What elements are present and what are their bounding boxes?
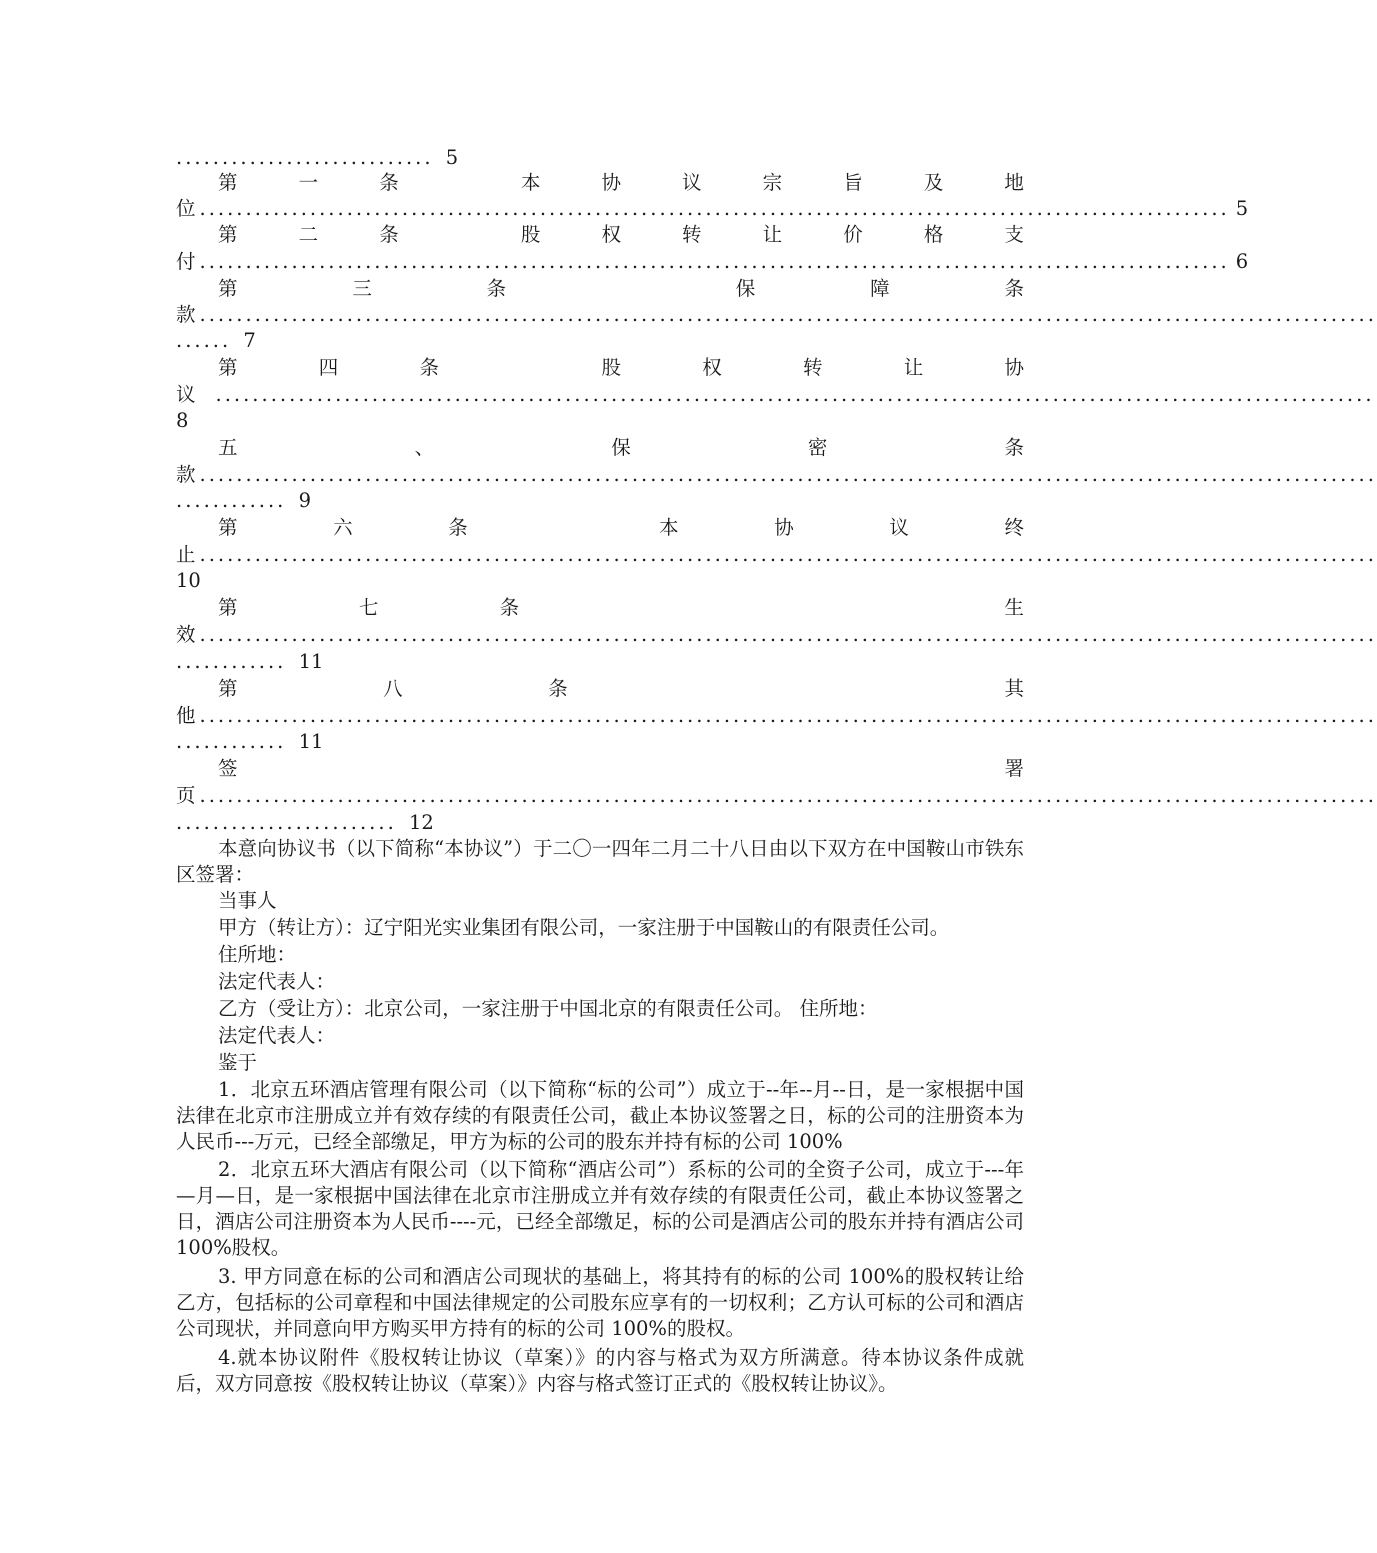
toc-leader-continuation xyxy=(176,729,1024,755)
toc-page-number: 6 xyxy=(1235,250,1249,273)
toc-leader-dots: ................................................................................................................................ xyxy=(199,623,1377,646)
toc-word: 协 xyxy=(601,171,621,194)
toc-entry-article-7 xyxy=(218,595,1024,621)
party-b: 乙方（受让方）：北京公司，一家注册于中国北京的有限责任公司。 住所地： xyxy=(218,997,878,1020)
toc-word: 第 xyxy=(218,516,238,539)
toc-word: 协 xyxy=(1004,356,1024,379)
toc-word: 格 xyxy=(923,223,944,246)
toc-word: 条 xyxy=(486,277,507,300)
toc-leader-dots: ............ xyxy=(176,730,287,753)
toc-leader-continuation xyxy=(176,649,1024,675)
toc-word: 转 xyxy=(802,356,823,379)
toc-word: 条 xyxy=(548,677,568,700)
toc-word: 条 xyxy=(499,596,520,619)
toc-word: 第 xyxy=(218,677,238,700)
toc-word: 条 xyxy=(379,223,399,246)
toc-word: 宗 xyxy=(762,171,783,194)
toc-word: 协 xyxy=(774,516,794,539)
toc-word: 条 xyxy=(1004,436,1024,459)
toc-word: 权 xyxy=(601,223,621,246)
toc-word: 障 xyxy=(870,277,890,300)
toc-entry-article-3 xyxy=(218,276,1024,302)
toc-word: 地 xyxy=(1004,171,1024,194)
whereas-heading: 鉴于 xyxy=(218,1051,258,1074)
toc-leader-dots: ............ xyxy=(176,650,287,673)
toc-leader-line xyxy=(176,462,1377,488)
toc-word: 三 xyxy=(352,277,372,300)
toc-entry-signature-page xyxy=(218,756,1024,782)
toc-word: 议 xyxy=(889,516,909,539)
toc-word: 股 xyxy=(601,356,621,379)
toc-page-number: 5 xyxy=(1235,197,1249,220)
toc-char: 效 xyxy=(176,623,196,646)
toc-word: 条 xyxy=(1004,277,1024,300)
toc-word: 第 xyxy=(218,277,238,300)
toc-word: 让 xyxy=(762,223,783,246)
whereas-item-1: 1．北京五环酒店管理有限公司（以下简称“标的公司”）成立于--年--月--日，是一家根据中国法律在北京市注册成立并有效存续的有限责任公司，截止本协议签署之日，标的公司的注册资本为人民币---万元，已经全部缴足，甲方为标的公司的股东并持有标的公司 100% xyxy=(176,1078,1024,1153)
whereas-item-3: 3. 甲方同意在标的公司和酒店公司现状的基础上，将其持有的标的公司 100%的股权转让给乙方，包括标的公司章程和中国法律规定的公司股东应享有的一切权利；乙方认可标的公司和酒店公司现状，并同意向甲方购买甲方持有的标的公司 100%的股权。 xyxy=(176,1265,1024,1340)
toc-char: 他 xyxy=(176,704,196,727)
toc-leader-dots: ................................................................................................................................ xyxy=(199,704,1377,727)
toc-word: 署 xyxy=(1004,757,1024,780)
toc-leader-dots: ................................................................................................................ xyxy=(199,250,1230,273)
toc-word: 条 xyxy=(419,356,440,379)
toc-leader-continuation xyxy=(176,810,1024,836)
toc-page-number-line xyxy=(176,408,1024,434)
toc-leader-line xyxy=(176,196,1249,222)
toc-char: 款 xyxy=(176,463,196,486)
toc-word: 股 xyxy=(520,223,541,246)
toc-leader-continuation xyxy=(176,488,1024,514)
toc-char: 议 xyxy=(176,383,196,406)
toc-char: 付 xyxy=(176,250,196,273)
toc-word: 第 xyxy=(218,171,238,194)
toc-entry-article-1 xyxy=(218,170,1024,196)
whereas-item-2: 2．北京五环大酒店有限公司（以下简称“酒店公司”）系标的公司的全资子公司，成立于---年—月—日，是一家根据中国法律在北京市注册成立并有效存续的有限责任公司，截止本协议签署之日，酒店公司注册资本为人民币----元，已经全部缴足，标的公司是酒店公司的股东并持有酒店公司 100%股权。 xyxy=(176,1158,1024,1259)
toc-word: 及 xyxy=(923,171,944,194)
toc-word: 本 xyxy=(520,171,541,194)
party-a-representative: 法定代表人： xyxy=(218,970,336,993)
toc-page-number: 7 xyxy=(243,329,256,352)
toc-word: 条 xyxy=(448,516,468,539)
toc-word: 议 xyxy=(682,171,702,194)
party-a: 甲方（转让方）：辽宁阳光实业集团有限公司，一家注册于中国鞍山的有限责任公司。 xyxy=(218,916,950,939)
toc-word: 、 xyxy=(414,436,435,459)
toc-leader-dots: ................................................................................................................................ xyxy=(199,543,1377,566)
toc-word: 让 xyxy=(903,356,924,379)
toc-word: 七 xyxy=(358,596,379,619)
toc-word: 第 xyxy=(218,596,238,619)
toc-leader-dots: ................................................................................................................................ xyxy=(199,784,1377,807)
toc-char: 止 xyxy=(176,543,196,566)
toc-page-number-line xyxy=(176,568,1024,594)
toc-word: 条 xyxy=(379,171,399,194)
toc-word: 生 xyxy=(1004,596,1024,619)
toc-word: 六 xyxy=(333,516,353,539)
toc-page-number: 11 xyxy=(298,730,324,753)
toc-leader-line xyxy=(176,703,1377,729)
toc-leader-line xyxy=(176,783,1377,809)
toc-word: 支 xyxy=(1004,223,1024,246)
toc-leader-line xyxy=(176,249,1249,275)
toc-page-number: 8 xyxy=(176,409,189,432)
toc-word: 四 xyxy=(318,356,339,379)
toc-word: 保 xyxy=(735,277,756,300)
toc-entry-section-5 xyxy=(218,435,1024,461)
toc-leader-dots: .............................................................................................................................. xyxy=(215,383,1375,406)
toc-leader-dots: ........................ xyxy=(176,811,397,834)
toc-entry-article-6 xyxy=(218,515,1024,541)
toc-word: 转 xyxy=(682,223,702,246)
toc-leader-dots: ................................................................................................................ xyxy=(199,197,1230,220)
intro-paragraph: 本意向协议书（以下简称“本协议”）于二〇一四年二月二十八日由以下双方在中国鞍山市铁东区签署： xyxy=(176,837,1024,886)
toc-entry-article-4 xyxy=(218,355,1024,381)
toc-word: 旨 xyxy=(843,171,863,194)
toc-leader-dots: ............................ xyxy=(176,146,434,169)
toc-leader-line xyxy=(176,382,1375,408)
toc-word: 终 xyxy=(1004,516,1024,539)
toc-leader-line xyxy=(176,302,1377,328)
toc-page-number: 11 xyxy=(298,650,324,673)
toc-word: 一 xyxy=(298,171,319,194)
toc-leader-continuation xyxy=(176,328,1024,354)
toc-leader-dots: ...... xyxy=(176,329,232,352)
toc-leader-line xyxy=(176,542,1377,568)
toc-word: 八 xyxy=(383,677,403,700)
toc-leader-dots: ............ xyxy=(176,489,287,512)
toc-entry-article-8 xyxy=(218,676,1024,702)
toc-word: 二 xyxy=(298,223,319,246)
party-b-representative: 法定代表人： xyxy=(218,1024,336,1047)
toc-page-number: 9 xyxy=(298,489,312,512)
whereas-item-4: 4.就本协议附件《股权转让协议（草案）》的内容与格式为双方所满意。待本协议条件成就后，双方同意按《股权转让协议（草案）》内容与格式签订正式的《股权转让协议》。 xyxy=(176,1346,1024,1395)
toc-page-number: 10 xyxy=(176,569,201,592)
toc-entry-continuation xyxy=(176,145,1024,171)
toc-word: 密 xyxy=(807,436,828,459)
toc-char: 页 xyxy=(176,784,196,807)
toc-word: 签 xyxy=(218,757,238,780)
toc-word: 其 xyxy=(1004,677,1024,700)
toc-entry-article-2 xyxy=(218,222,1024,248)
toc-word: 第 xyxy=(218,223,238,246)
toc-leader-dots: ................................................................................................................................ xyxy=(199,463,1377,486)
toc-word: 五 xyxy=(218,436,238,459)
toc-leader-line xyxy=(176,622,1377,648)
toc-char: 款 xyxy=(176,303,196,326)
toc-leader-dots: ................................................................................................................................ xyxy=(199,303,1377,326)
party-a-address: 住所地： xyxy=(218,943,297,966)
parties-heading: 当事人 xyxy=(218,889,277,912)
toc-word: 保 xyxy=(611,436,631,459)
toc-word: 权 xyxy=(702,356,722,379)
toc-word: 本 xyxy=(659,516,679,539)
toc-page-number: 5 xyxy=(445,146,459,169)
toc-char: 位 xyxy=(176,197,196,220)
toc-page-number: 12 xyxy=(408,811,434,834)
toc-word: 第 xyxy=(218,356,238,379)
toc-word: 价 xyxy=(843,223,863,246)
